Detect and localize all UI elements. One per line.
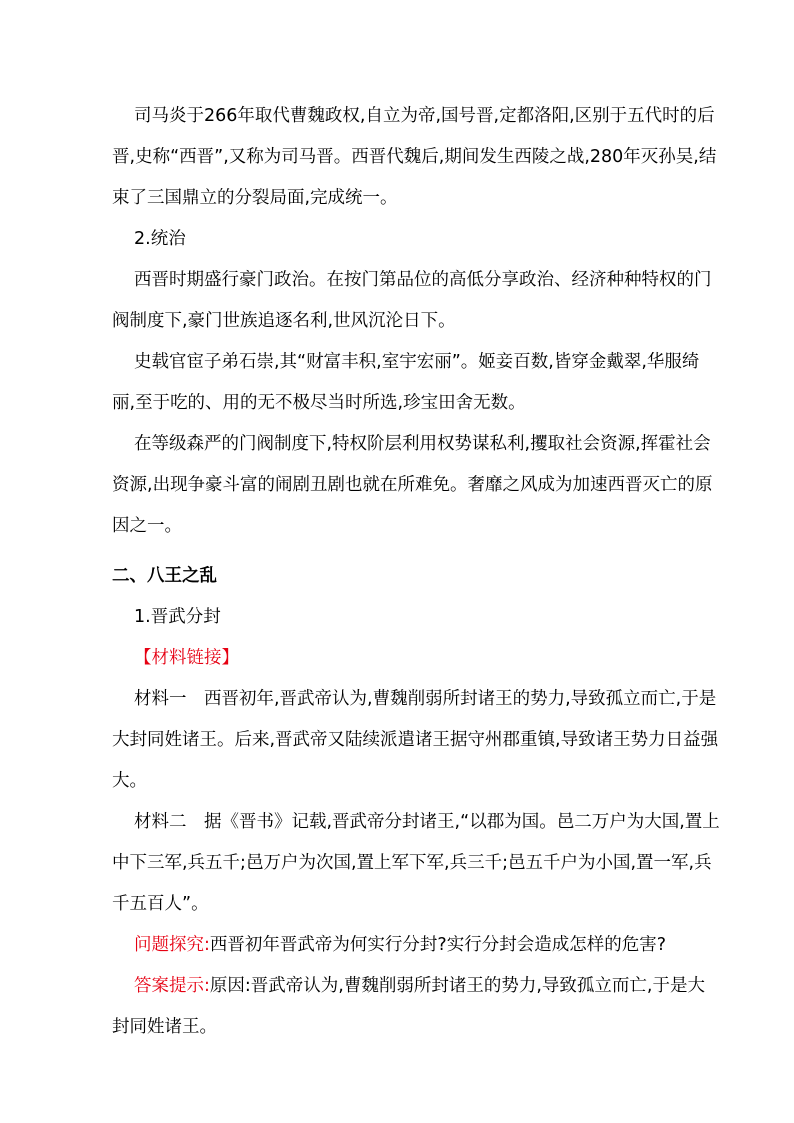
- question-label: 问题探究:: [134, 935, 210, 955]
- question-text: 西晋初年晋武帝为何实行分封?实行分封会造成怎样的危害?: [209, 935, 666, 955]
- subheading-rule: 2.统治: [134, 229, 186, 249]
- paragraph-shi-chong: 史载官宦子弟石崇,其“财富丰积,室宇宏丽”。姬妾百数,皆穿金戴翠,华服绮丽,至于吃的、用的无不极尽当时所选,珍宝田舍无数。: [112, 352, 700, 413]
- answer-text: 原因:晋武帝认为,曹魏削弱所封诸王的势力,导致孤立而亡,于是大封同姓诸王。: [112, 976, 705, 1037]
- subheading-enfeoffment: 1.晋武分封: [134, 607, 221, 627]
- question-block: [112, 925, 722, 966]
- paragraph-western-jin-founding: 司马炎于266年取代曹魏政权,自立为帝,国号晋,定都洛阳,区别于五代时的后晋,史称“西晋”,又称为司马晋。西晋代魏后,期间发生西陵之战,280年灭孙吴,结束了三国鼎立的分裂局面,完成统一。: [112, 106, 717, 208]
- answer-label: 答案提示:: [134, 976, 210, 996]
- answer-block: [112, 966, 722, 1048]
- material-one: 材料一 西晋初年,晋武帝认为,曹魏削弱所封诸王的势力,导致孤立而亡,于是大封同姓诸王。后来,晋武帝又陆续派遣诸王据守州郡重镇,导致诸王势力日益强大。: [112, 689, 719, 791]
- paragraph-extravagance: 在等级森严的门阀制度下,特权阶层利用权势谋私利,攫取社会资源,挥霍社会资源,出现争豪斗富的闹剧丑剧也就在所难免。奢靡之风成为加速西晋灭亡的原因之一。: [112, 434, 713, 536]
- material-link-label: 【材料链接】: [134, 648, 239, 668]
- section-heading-eight-princes: 二、八王之乱: [112, 566, 217, 586]
- material-two: 材料二 据《晋书》记载,晋武帝分封诸王,“以郡为国。邑二万户为大国,置上中下三军,兵五千;邑万户为次国,置上军下军,兵三千;邑五千户为小国,置一军,兵千五百人”。: [112, 812, 720, 914]
- paragraph-clan-politics: 西晋时期盛行豪门政治。在按门第品位的高低分享政治、经济种种特权的门阀制度下,豪门世族追逐名利,世风沉沦日下。: [112, 270, 712, 331]
